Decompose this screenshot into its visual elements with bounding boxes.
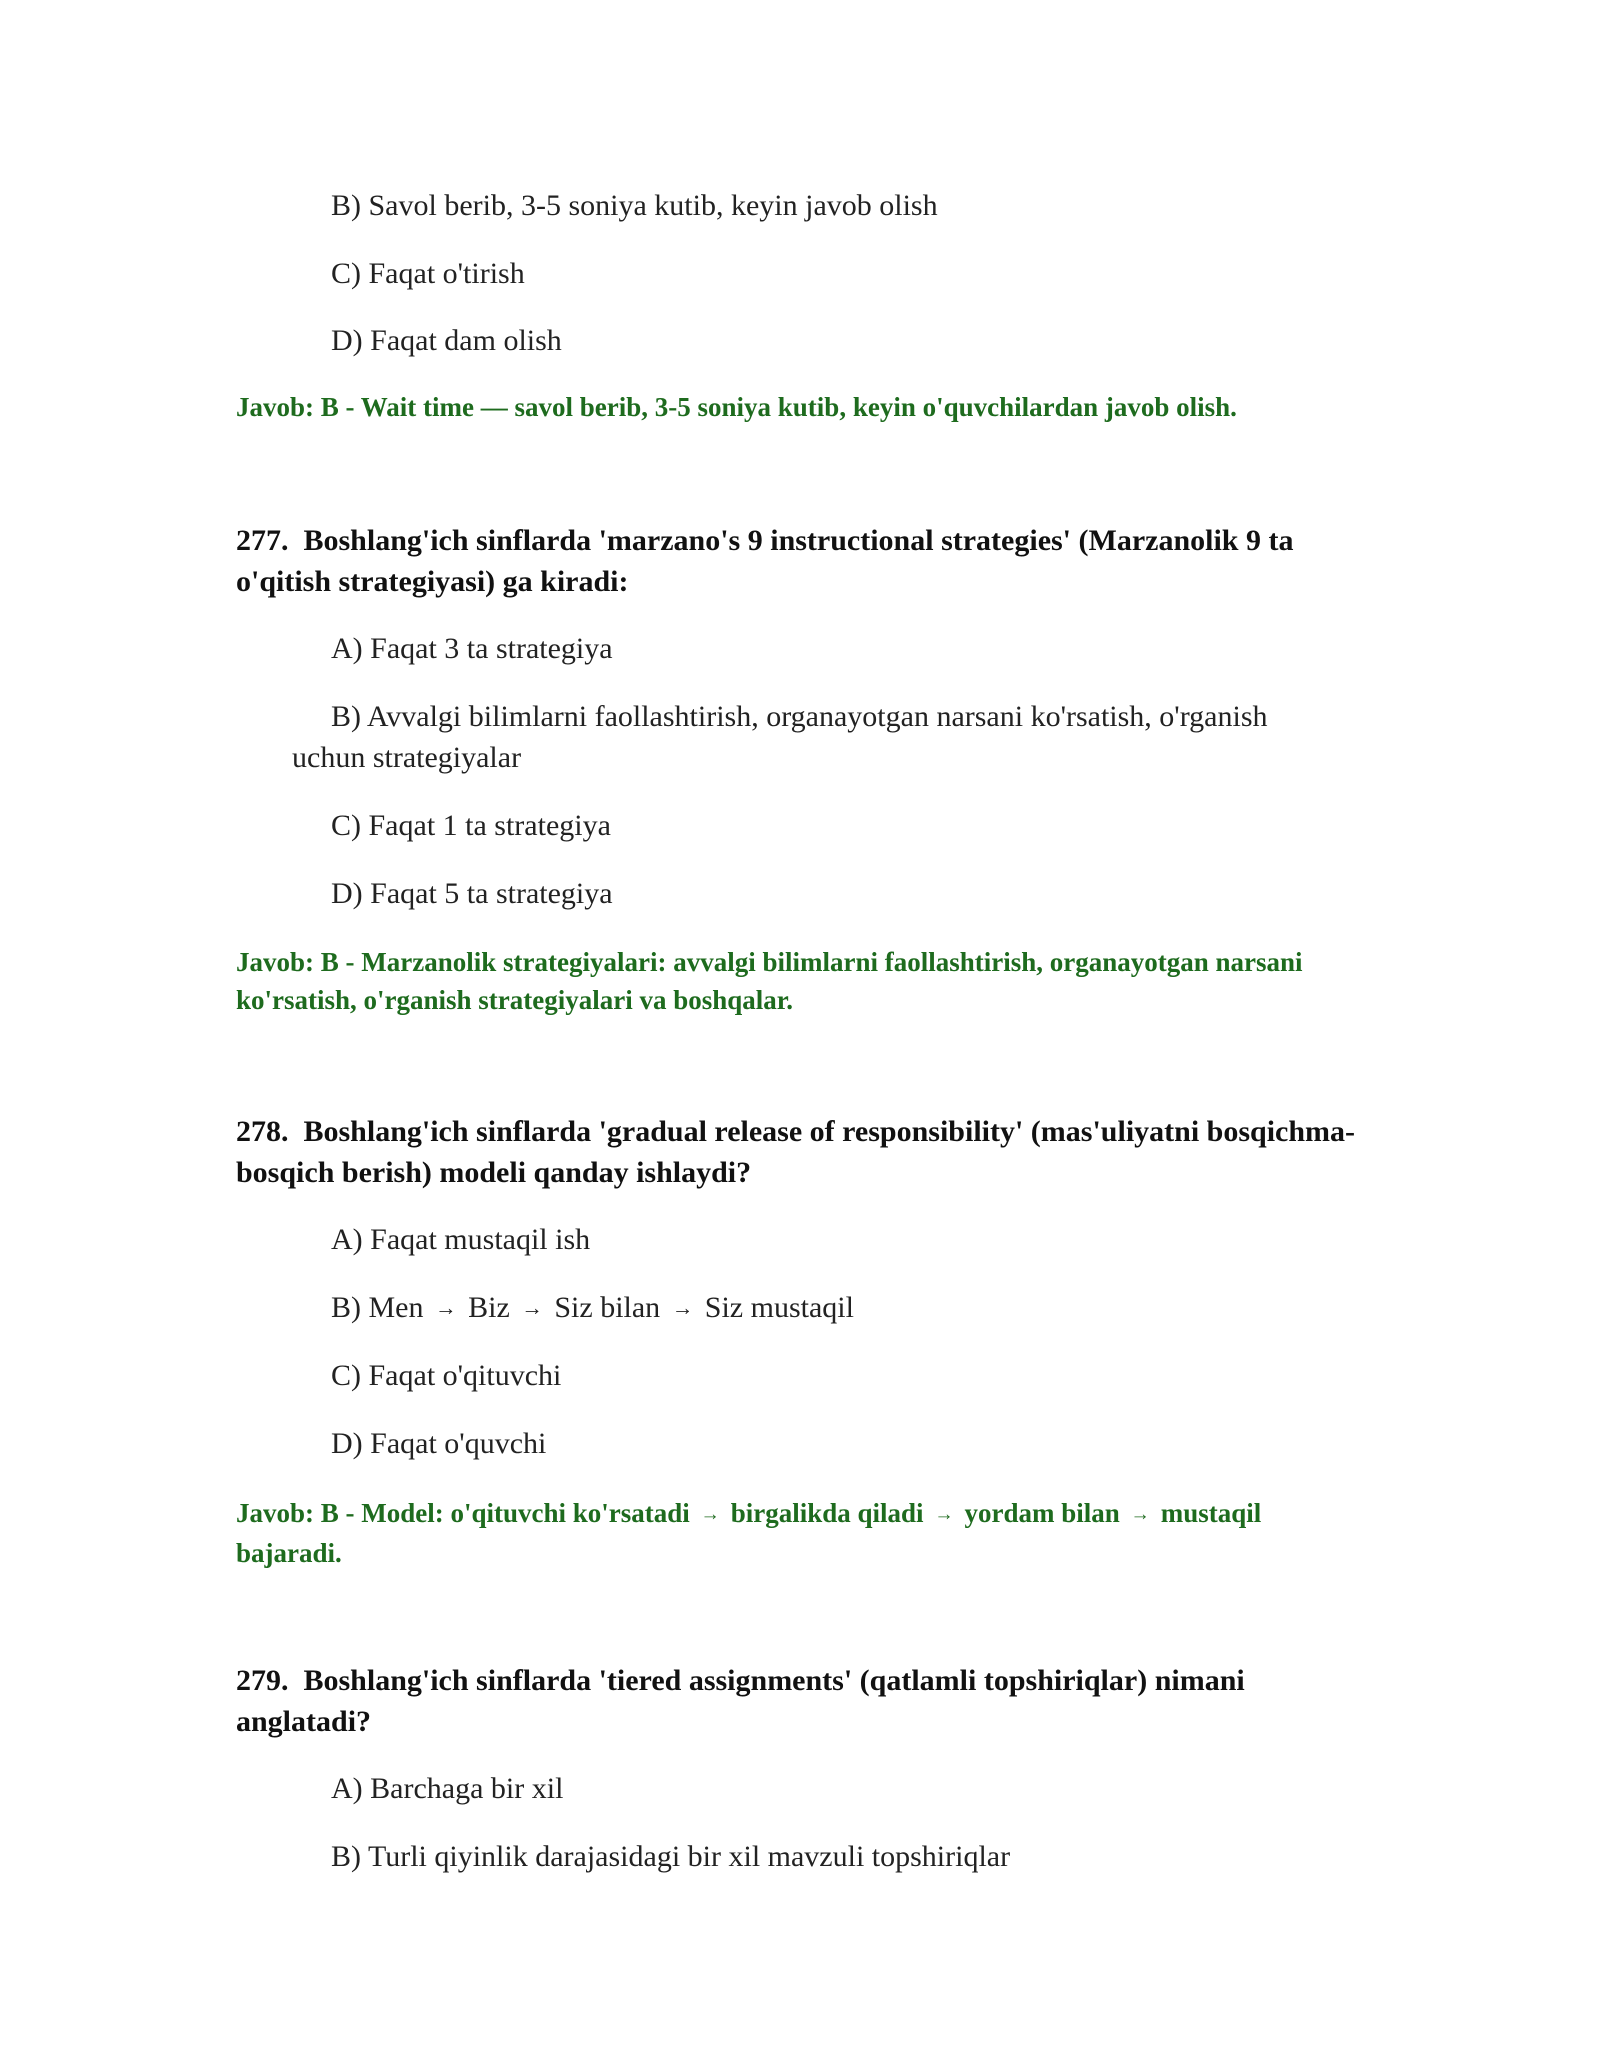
arrow-right-icon: → — [1130, 1504, 1150, 1526]
option-278-c: C) Faqat o'qituvchi — [331, 1359, 562, 1392]
arrow-right-icon: → — [671, 1295, 694, 1320]
option-part: Siz bilan — [554, 1291, 661, 1324]
option-276-b: B) Savol berib, 3-5 soniya kutib, keyin javob olish — [331, 189, 938, 222]
arrow-right-icon: → — [700, 1504, 720, 1526]
question-text: Boshlang'ich sinflarda 'marzano's 9 instructional strategies' (Marzanolik 9 ta o'qitish strategiyasi) ga kiradi: — [236, 524, 1294, 598]
answer-part: Model: o'qituvchi ko'rsatadi — [361, 1498, 690, 1528]
question-text: Boshlang'ich sinflarda 'gradual release of responsibility' (mas'uliyatni bosqichma-bosqich berish) modeli qanday ishlaydi? — [236, 1115, 1356, 1189]
option-276-d: D) Faqat dam olish — [331, 324, 562, 357]
option-277-a: A) Faqat 3 ta strategiya — [331, 632, 613, 665]
answer-text: Marzanolik strategiyalari: avvalgi bilimlarni faollashtirish, organayotgan narsani ko'rsatish, o'rganish strategiyalari va boshqalar. — [236, 947, 1303, 1015]
option-part: B) Men — [331, 1291, 424, 1324]
option-278-d: D) Faqat o'quvchi — [331, 1427, 547, 1460]
arrow-right-icon: → — [435, 1295, 457, 1320]
option-279-a: A) Barchaga bir xil — [331, 1772, 564, 1805]
answer-part: yordam bilan — [964, 1498, 1120, 1528]
question-number: 277. — [236, 524, 289, 557]
question-text: Boshlang'ich sinflarda 'tiered assignments' (qatlamli topshiriqlar) nimani anglatadi? — [236, 1664, 1245, 1738]
question-278 — [236, 1111, 1366, 1193]
option-277-b-line1: B) Avvalgi bilimlarni faollashtirish, organayotgan narsani ko'rsatish, o'rganish — [331, 700, 1268, 733]
option-277-d: D) Faqat 5 ta strategiya — [331, 877, 613, 910]
question-277 — [236, 520, 1366, 602]
answer-label: Javob: B - — [236, 947, 362, 977]
option-part: Siz mustaqil — [704, 1291, 854, 1324]
option-part: Biz — [468, 1291, 510, 1324]
arrow-right-icon: → — [521, 1295, 543, 1320]
question-number: 279. — [236, 1664, 289, 1697]
answer-part: mustaqil bajaradi. — [236, 1498, 1262, 1569]
option-279-b: B) Turli qiyinlik darajasidagi bir xil mavzuli topshiriqlar — [331, 1840, 1011, 1873]
answer-label: Javob: B - — [236, 1498, 362, 1528]
option-278-b — [331, 1290, 854, 1326]
question-279 — [236, 1660, 1366, 1742]
option-277-c: C) Faqat 1 ta strategiya — [331, 809, 611, 842]
option-277-b-line2: uchun strategiyalar — [292, 741, 522, 774]
answer-part: birgalikda qiladi — [730, 1498, 924, 1528]
arrow-right-icon: → — [934, 1504, 954, 1526]
answer-277 — [236, 943, 1356, 1019]
option-276-c: C) Faqat o'tirish — [331, 257, 525, 290]
option-278-a: A) Faqat mustaqil ish — [331, 1223, 591, 1256]
answer-text: Wait time — savol berib, 3-5 soniya kutib, keyin o'quvchilardan javob olish. — [360, 392, 1237, 422]
question-number: 278. — [236, 1115, 289, 1148]
answer-278 — [236, 1494, 1356, 1572]
answer-label: Javob: B - — [236, 392, 361, 422]
answer-276 — [236, 391, 1237, 423]
